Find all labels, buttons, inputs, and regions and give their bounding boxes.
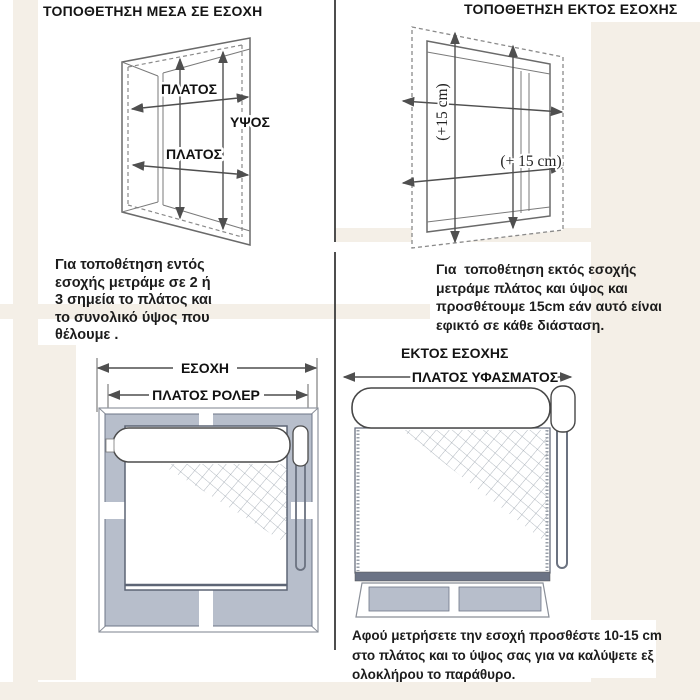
chain-loop: [557, 418, 567, 568]
width-label-bottom: ΠΛΑΤΟΣ: [166, 146, 222, 162]
sill-panel-right: [459, 587, 541, 611]
note-line: θέλουμε .: [55, 327, 119, 343]
note-line: το συνολικό ύψος που: [55, 309, 210, 326]
outset-window-diagram: [400, 16, 600, 258]
fabric-width-label: ΠΛΑΤΟΣ ΥΦΑΣΜΑΤΟΣ: [411, 369, 559, 385]
note-line: εφικτό σε κάθε διάσταση.: [436, 316, 605, 333]
note-line: προσθέτουμε 15cm εάν αυτό είναι: [436, 298, 662, 314]
roller-width-label: ΠΛΑΤΟΣ ΡΟΛΕΡ: [152, 387, 260, 403]
column-divider-top: [334, 0, 336, 242]
height-plus-label: (+15 cm): [434, 83, 451, 141]
recess-blind-diagram: [85, 352, 330, 654]
bottom-note: [352, 626, 662, 685]
recess-width-label: ΕΣΟΧΗ: [180, 360, 230, 376]
note-line: Αφού μετρήσετε την εσοχή προσθέστε 10-15 cm: [352, 628, 662, 643]
height-label: ΥΨΟΣ: [230, 114, 270, 130]
note-line: Για τοποθέτηση εκτός εσοχής: [436, 261, 637, 277]
bottom-bar: [355, 572, 550, 581]
roller-tube: [352, 388, 550, 428]
inset-window-diagram: [88, 28, 303, 250]
sill-panel-left: [369, 587, 449, 611]
inset-note: [55, 257, 212, 345]
outset-title: ΤΟΠΟΘΕΤΗΣΗ ΕΚΤΟΣ ΕΣΟΧΗΣ: [464, 1, 678, 17]
note-line: στο πλάτος και το ύψος σας για να καλύψετε εξ: [352, 647, 654, 663]
note-line: μετράμε πλάτος και ύψος και: [436, 279, 628, 296]
tube-bracket: [106, 439, 114, 452]
outset-blind-diagram: [338, 360, 600, 624]
note-line: 3 σημεία το πλάτος και: [55, 292, 212, 308]
chain-clutch: [293, 426, 308, 466]
outside-recess-heading: ΕΚΤΟΣ ΕΣΟΧΗΣ: [401, 345, 509, 361]
left-lower-margin: [38, 345, 76, 680]
roller-tube: [113, 428, 290, 462]
left-margin-strip: [13, 0, 38, 700]
right-margin-strip: [591, 22, 700, 700]
note-line: ολοκλήρου το παράθυρο.: [352, 667, 516, 682]
chain-clutch: [551, 386, 575, 432]
outset-note: [436, 260, 662, 334]
column-divider-bottom: [334, 252, 336, 650]
inset-title: ΤΟΠΟΘΕΤΗΣΗ ΜΕΣΑ ΣΕ ΕΣΟΧΗ: [43, 3, 263, 19]
note-line: εσοχής μετράμε σε 2 ή: [55, 274, 211, 291]
note-line: Για τοποθέτηση εντός: [55, 257, 205, 273]
width-label-top: ΠΛΑΤΟΣ: [161, 81, 217, 97]
width-plus-label: (+ 15 cm): [500, 153, 562, 170]
bottom-margin-strip: [0, 682, 700, 700]
